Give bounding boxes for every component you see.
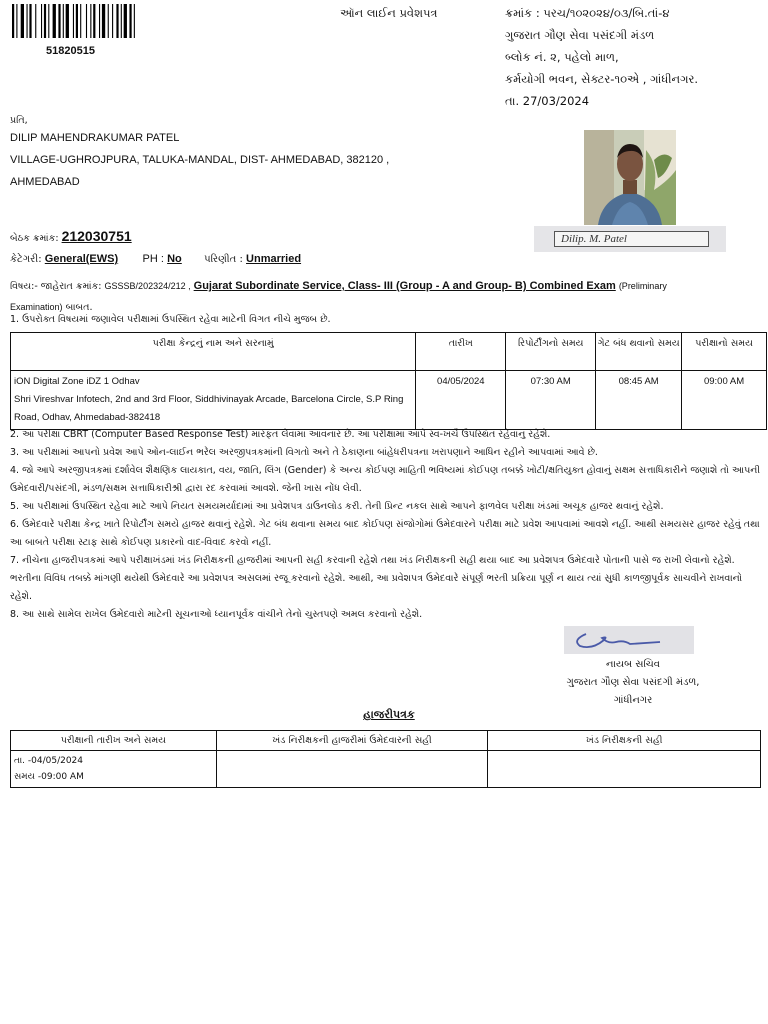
recipient-prefix: પ્રતિ, [10, 115, 28, 126]
instruction-4: 4. જો આપે અરજીપત્રકમાં દર્શાવેલ શૈક્ષણિક લાયકાત, વય, જાતિ, લિંગ (Gender) કે અન્ય કોઈપણ માહિતી ભવિષ્યમાં કોઈપણ તબક્કે ખોટી/ક્ષતિયુક્ત હોવાનું સક્ષમ સત્તાધિકારીને જણાશે તો આપની ઉમેદવારી/પસંદગી, મંડળ/સક્ષમ સત્તાધિકારીશ્રી દ્વારા રદ કરવામાં આવશે. જેની ખાસ નોંધ લેવી. [10, 465, 761, 494]
instruction-3: 3. આ પરીક્ષામાં આપનો પ્રવેશ આપે ઓન-લાઈન ભરેલ અરજીપત્રકમાંની વિગતો અને તે ઠેકાણના બાંહેધરીપત્રના ખરાપણાને આધિન રહીને આપવામાં આવે છે. [10, 447, 598, 458]
signing-officer [548, 656, 718, 710]
seat-number-row [10, 228, 132, 244]
instruction-5: 5. આ પરીક્ષામાં ઉપસ્થિત રહેવા માટે આપે નિયત સમયમર્યાદામાં આ પ્રવેશપત્ર ડાઉનલોડ કરી. તેની પ્રિન્ટ નકલ સાથે આપને ફાળવેલ પરીક્ષા ખંડમાં અચૂક હાજર થવાનું રહેશે. [10, 501, 664, 512]
exam-centre-cell [11, 371, 416, 430]
instructions [10, 426, 766, 624]
attendance-title: હાજરીપત્રક [363, 708, 415, 721]
issue-date: તા. 27/03/2024 [505, 94, 590, 108]
gate-close-time: 08:45 AM [596, 371, 682, 430]
attendance-date: તા. -04/05/2024 [14, 756, 84, 766]
document-title: ઑન લાઈન પ્રવેશપત્ર [340, 6, 438, 20]
marital-value: Unmarried [246, 253, 302, 265]
exam-time: 09:00 AM [682, 371, 767, 430]
subject-prefix: વિષય:- જાહેરાત ક્રમાંક: [10, 281, 102, 292]
column-header-gate-close: ગેટ બંધ થવાનો સમય [596, 333, 682, 371]
candidate-signature-box [534, 226, 726, 252]
marital-label: પરિણીત : [204, 254, 243, 265]
candidate-signature: Dilip. M. Patel [554, 231, 709, 247]
exam-name-suffix: (Preliminary [618, 281, 667, 291]
column-header-date: તારીખ [416, 333, 506, 371]
instruction-6: 6. ઉમેદવારે પરીક્ષા કેન્દ્ર ખાતે રિપોર્ટીંગ સમયે હાજર થવાનું રહેશે. ગેટ બંધ થવાના સમય બાદ કોઈપણ સંજોગોમાં ઉમેદવારને પરીક્ષા માટે પ્રવેશ આપવામાં આવશે નહીં. આથી સમયસર હાજર રહેવું તથા આ બાબતે પરીક્ષા સ્ટાફ સાથે કોઈપણ પ્રકારનો વાદ-વિવાદ કરવો નહીં. [10, 519, 760, 548]
category-row [10, 253, 301, 265]
candidate-sign-cell [216, 751, 488, 788]
instruction-8: 8. આ સાથે સામેલ રાખેલ ઉમેદવારો માટેની સૂચનાઓ ધ્યાનપૂર્વક વાંચીને તેનો ચુસ્તપણે અમલ કરવાનો રહેશે. [10, 609, 423, 620]
exam-date: 04/05/2024 [416, 371, 506, 430]
attendance-header-invigilator-sign: ખંડ નિરીક્ષકની સહી [488, 731, 761, 751]
attendance-time: સમય -09:00 AM [14, 772, 84, 782]
candidate-name: DILIP MAHENDRAKUMAR PATEL [10, 132, 180, 144]
reporting-time: 07:30 AM [506, 371, 596, 430]
candidate-photo [584, 130, 676, 225]
board-name: ગુજરાત ગૌણ સેવા પસંદગી મંડળ [505, 28, 655, 42]
exam-details-table [10, 332, 767, 430]
attendance-table [10, 730, 761, 788]
ph-label: PH : [142, 253, 164, 265]
reference-number: ક્રમાંક : પરચ/૧૦૨૦૨૪/૦૩/બિ.તાં-૪ [505, 6, 670, 20]
barcode [12, 4, 172, 38]
attendance-header-datetime: પરીક્ષાની તારીખ અને સમય [11, 731, 217, 751]
exam-centre-name: iON Digital Zone iDZ 1 Odhav [14, 376, 140, 387]
instruction-2: 2. આ પરીક્ષા CBRT (Computer Based Response Test) મારફત લેવામાં આવનાર છે. આ પરીક્ષામાં આપે સ્વ-ખર્ચે ઉપસ્થિત રહેવાનું રહેશે. [10, 429, 551, 440]
candidate-address-line2: AHMEDABAD [10, 176, 80, 188]
candidate-address-line1: VILLAGE-UGHROJPURA, TALUKA-MANDAL, DIST- AHMEDABAD, 382120 , [10, 154, 390, 166]
attendance-datetime-cell [11, 751, 217, 788]
officer-signature [564, 626, 694, 654]
barcode-number: 51820515 [46, 45, 95, 57]
category-label: કેટેગરી: [10, 254, 42, 265]
exam-centre-address: Shri Vireshvar Infotech, 2nd and 3rd Floor, Siddhivinayak Arcade, Barcelona Circle, S.P Ring Road, Odhav, Ahmedabad-382418 [14, 394, 404, 423]
category-value: General(EWS) [44, 253, 119, 265]
table-row [11, 751, 761, 788]
table-header-row [11, 333, 767, 371]
column-header-centre: પરીક્ષા કેન્દ્રનું નામ અને સરનામું [11, 333, 416, 371]
attendance-header-row [11, 731, 761, 751]
ph-value: No [167, 253, 182, 265]
table-row [11, 371, 767, 430]
subject [10, 276, 758, 318]
officer-board: ગુજરાત ગૌણ સેવા પસંદગી મંડળ, [566, 677, 700, 688]
instruction-7: 7. નીચેના હાજરીપત્રકમાં આપે પરીક્ષાખંડમાં ખંડ નિરીક્ષકની હાજરીમાં આપની સહી કરવાની રહેશે તથા ખંડ નિરીક્ષકની સહી થયા બાદ આ પ્રવેશપત્ર ઉમેદવારે પોતાની પાસે જ રાખી લેવાનો રહેશે. ભરતીના વિવિધ તબક્કે માંગણી થયેથી ઉમેદવારે આ પ્રવેશપત્ર અસલમાં રજૂ કરવાનો રહેશે. આથી, આ પ્રવેશપત્ર ઉમેદવારે સંપૂર્ણ ભરતી પ્રક્રિયા પૂર્ણ ન થાય ત્યાં સુધી કાળજીપૂર્વક સાચવીને રાખવાનો રહેશે. [10, 555, 743, 602]
column-header-reporting: રિપોર્ટીંગનો સમય [506, 333, 596, 371]
officer-city: ગાંધીનગર [613, 695, 653, 706]
attendance-header-candidate-sign: ખંડ નિરીક્ષકની હાજરીમાં ઉમેદવારની સહી [216, 731, 488, 751]
seat-number-label: બેઠક ક્રમાંક: [10, 233, 59, 244]
advertisement-number: GSSSB/202324/212 , [104, 281, 191, 291]
officer-designation: નાયબ સચિવ [606, 659, 660, 670]
seat-number: 212030751 [61, 228, 132, 244]
office-address-line1: બ્લોક નં. ૨, પહેલો માળ, [505, 50, 619, 64]
office-address-line2: કર્મયોગી ભવન, સેક્ટર-૧૦એ , ગાંધીનગર. [505, 72, 699, 86]
paragraph-1: 1. ઉપરોક્ત વિષયમાં જણાવેલ પરીક્ષામાં ઉપસ્થિત રહેવા માટેની વિગત નીચે મુજબ છે. [10, 314, 331, 325]
exam-name: Gujarat Subordinate Service, Class- III (Group - A and Group- B) Combined Exam [193, 280, 616, 292]
column-header-exam-time: પરીક્ષાનો સમય [682, 333, 767, 371]
subject-babat: બાબત. [65, 302, 93, 313]
exam-name-line2: Examination) [10, 302, 63, 312]
invigilator-sign-cell [488, 751, 761, 788]
